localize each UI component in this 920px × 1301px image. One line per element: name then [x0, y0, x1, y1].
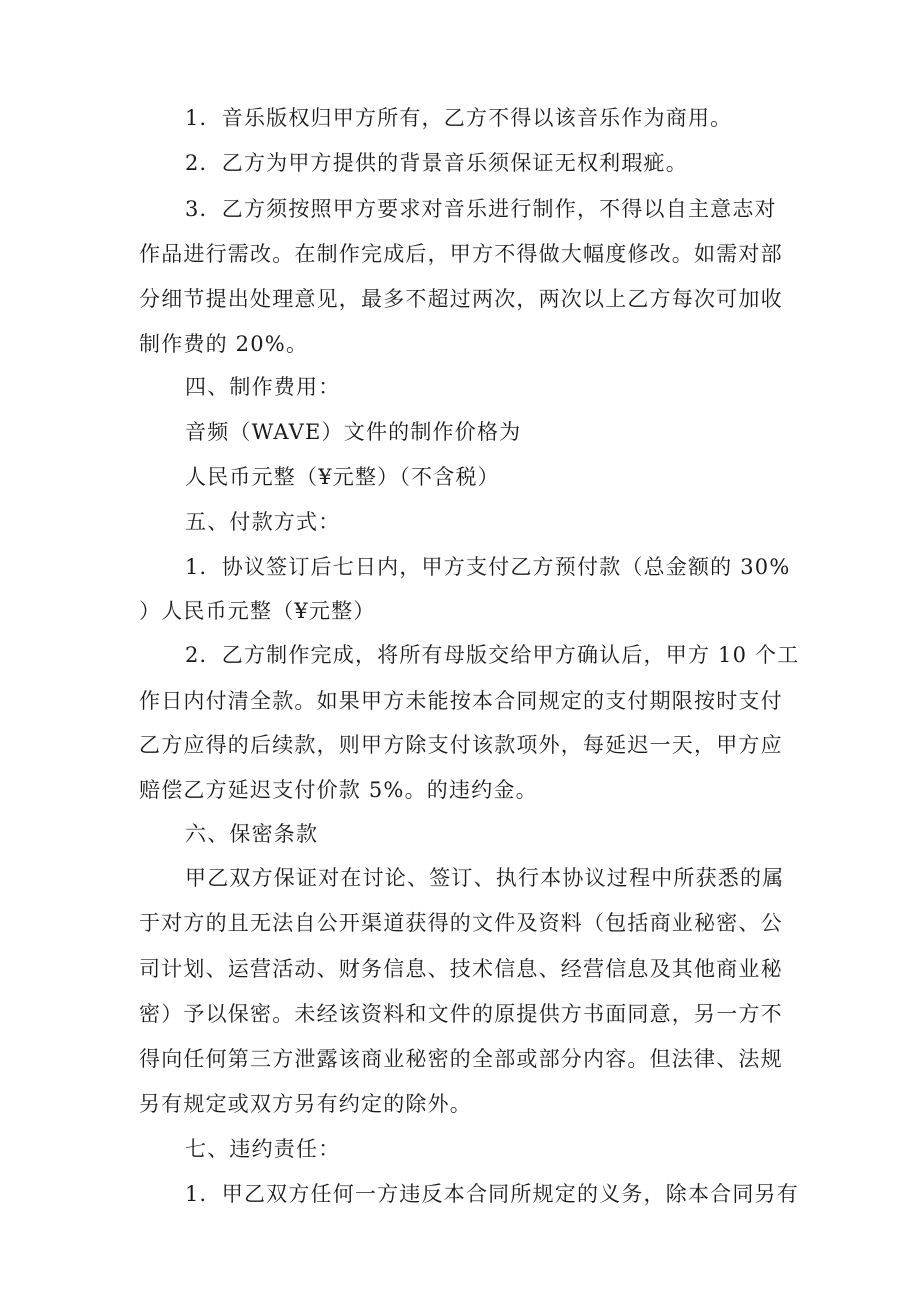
clause-2-line-1: 2．乙方为甲方提供的背景音乐须保证无权利瑕疵。 [185, 151, 688, 175]
clause-3-line-1: 3．乙方须按照甲方要求对音乐进行制作，不得以自主意志对 [185, 197, 777, 221]
clause-3-line-2: 作品进行需改。在制作完成后，甲方不得做大幅度修改。如需对部 [139, 242, 783, 266]
section-heading-liability: 七、违约责任： [185, 1137, 341, 1161]
confidentiality-line-1: 甲乙双方保证对在讨论、签订、执行本协议过程中所获悉的属 [185, 866, 785, 890]
payment-2-line-3: 乙方应得的后续款，则甲方除支付该款项外，每延迟一天，甲方应 [139, 733, 783, 757]
clause-3-line-3: 分细节提出处理意见，最多不超过两次，两次以上乙方每次可加收 [139, 287, 783, 311]
confidentiality-line-3: 司计划、运营活动、财务信息、技术信息、经营信息及其他商业秘 [139, 957, 783, 981]
section-heading-fees: 四、制作费用： [185, 375, 341, 399]
payment-2-line-4: 赔偿乙方延迟支付价款 5%。的违约金。 [139, 778, 538, 802]
confidentiality-line-6: 另有规定或双方另有约定的除外。 [139, 1092, 472, 1116]
payment-2-line-1: 2．乙方制作完成，将所有母版交给甲方确认后，甲方 10 个工 [185, 643, 800, 667]
payment-1-line-2: ）人民币元整（¥元整） [139, 599, 376, 623]
confidentiality-line-2: 于对方的且无法自公开渠道获得的文件及资料（包括商业秘密、公 [139, 911, 783, 935]
fees-line-2: 人民币元整（¥元整）（不含税） [185, 465, 500, 489]
liability-1-line-1: 1．甲乙双方任何一方违反本合同所规定的义务，除本合同另有 [185, 1182, 799, 1206]
confidentiality-line-4: 密）予以保密。未经该资料和文件的原提供方书面同意，另一方不 [139, 1002, 783, 1026]
section-heading-confidentiality: 六、保密条款 [185, 822, 319, 846]
confidentiality-line-5: 得向任何第三方泄露该商业秘密的全部或部分内容。但法律、法规 [139, 1047, 783, 1071]
clause-3-line-4: 制作费的 20%。 [139, 332, 309, 356]
fees-line-1: 音频（WAVE）文件的制作价格为 [185, 420, 522, 444]
section-heading-payment: 五、付款方式： [185, 510, 341, 534]
payment-2-line-2: 作日内付清全款。如果甲方未能按本合同规定的支付期限按时支付 [139, 689, 783, 713]
payment-1-line-1: 1．协议签订后七日内，甲方支付乙方预付款（总金额的 30% [185, 555, 791, 579]
clause-1-line-1: 1．音乐版权归甲方所有，乙方不得以该音乐作为商用。 [185, 106, 733, 130]
